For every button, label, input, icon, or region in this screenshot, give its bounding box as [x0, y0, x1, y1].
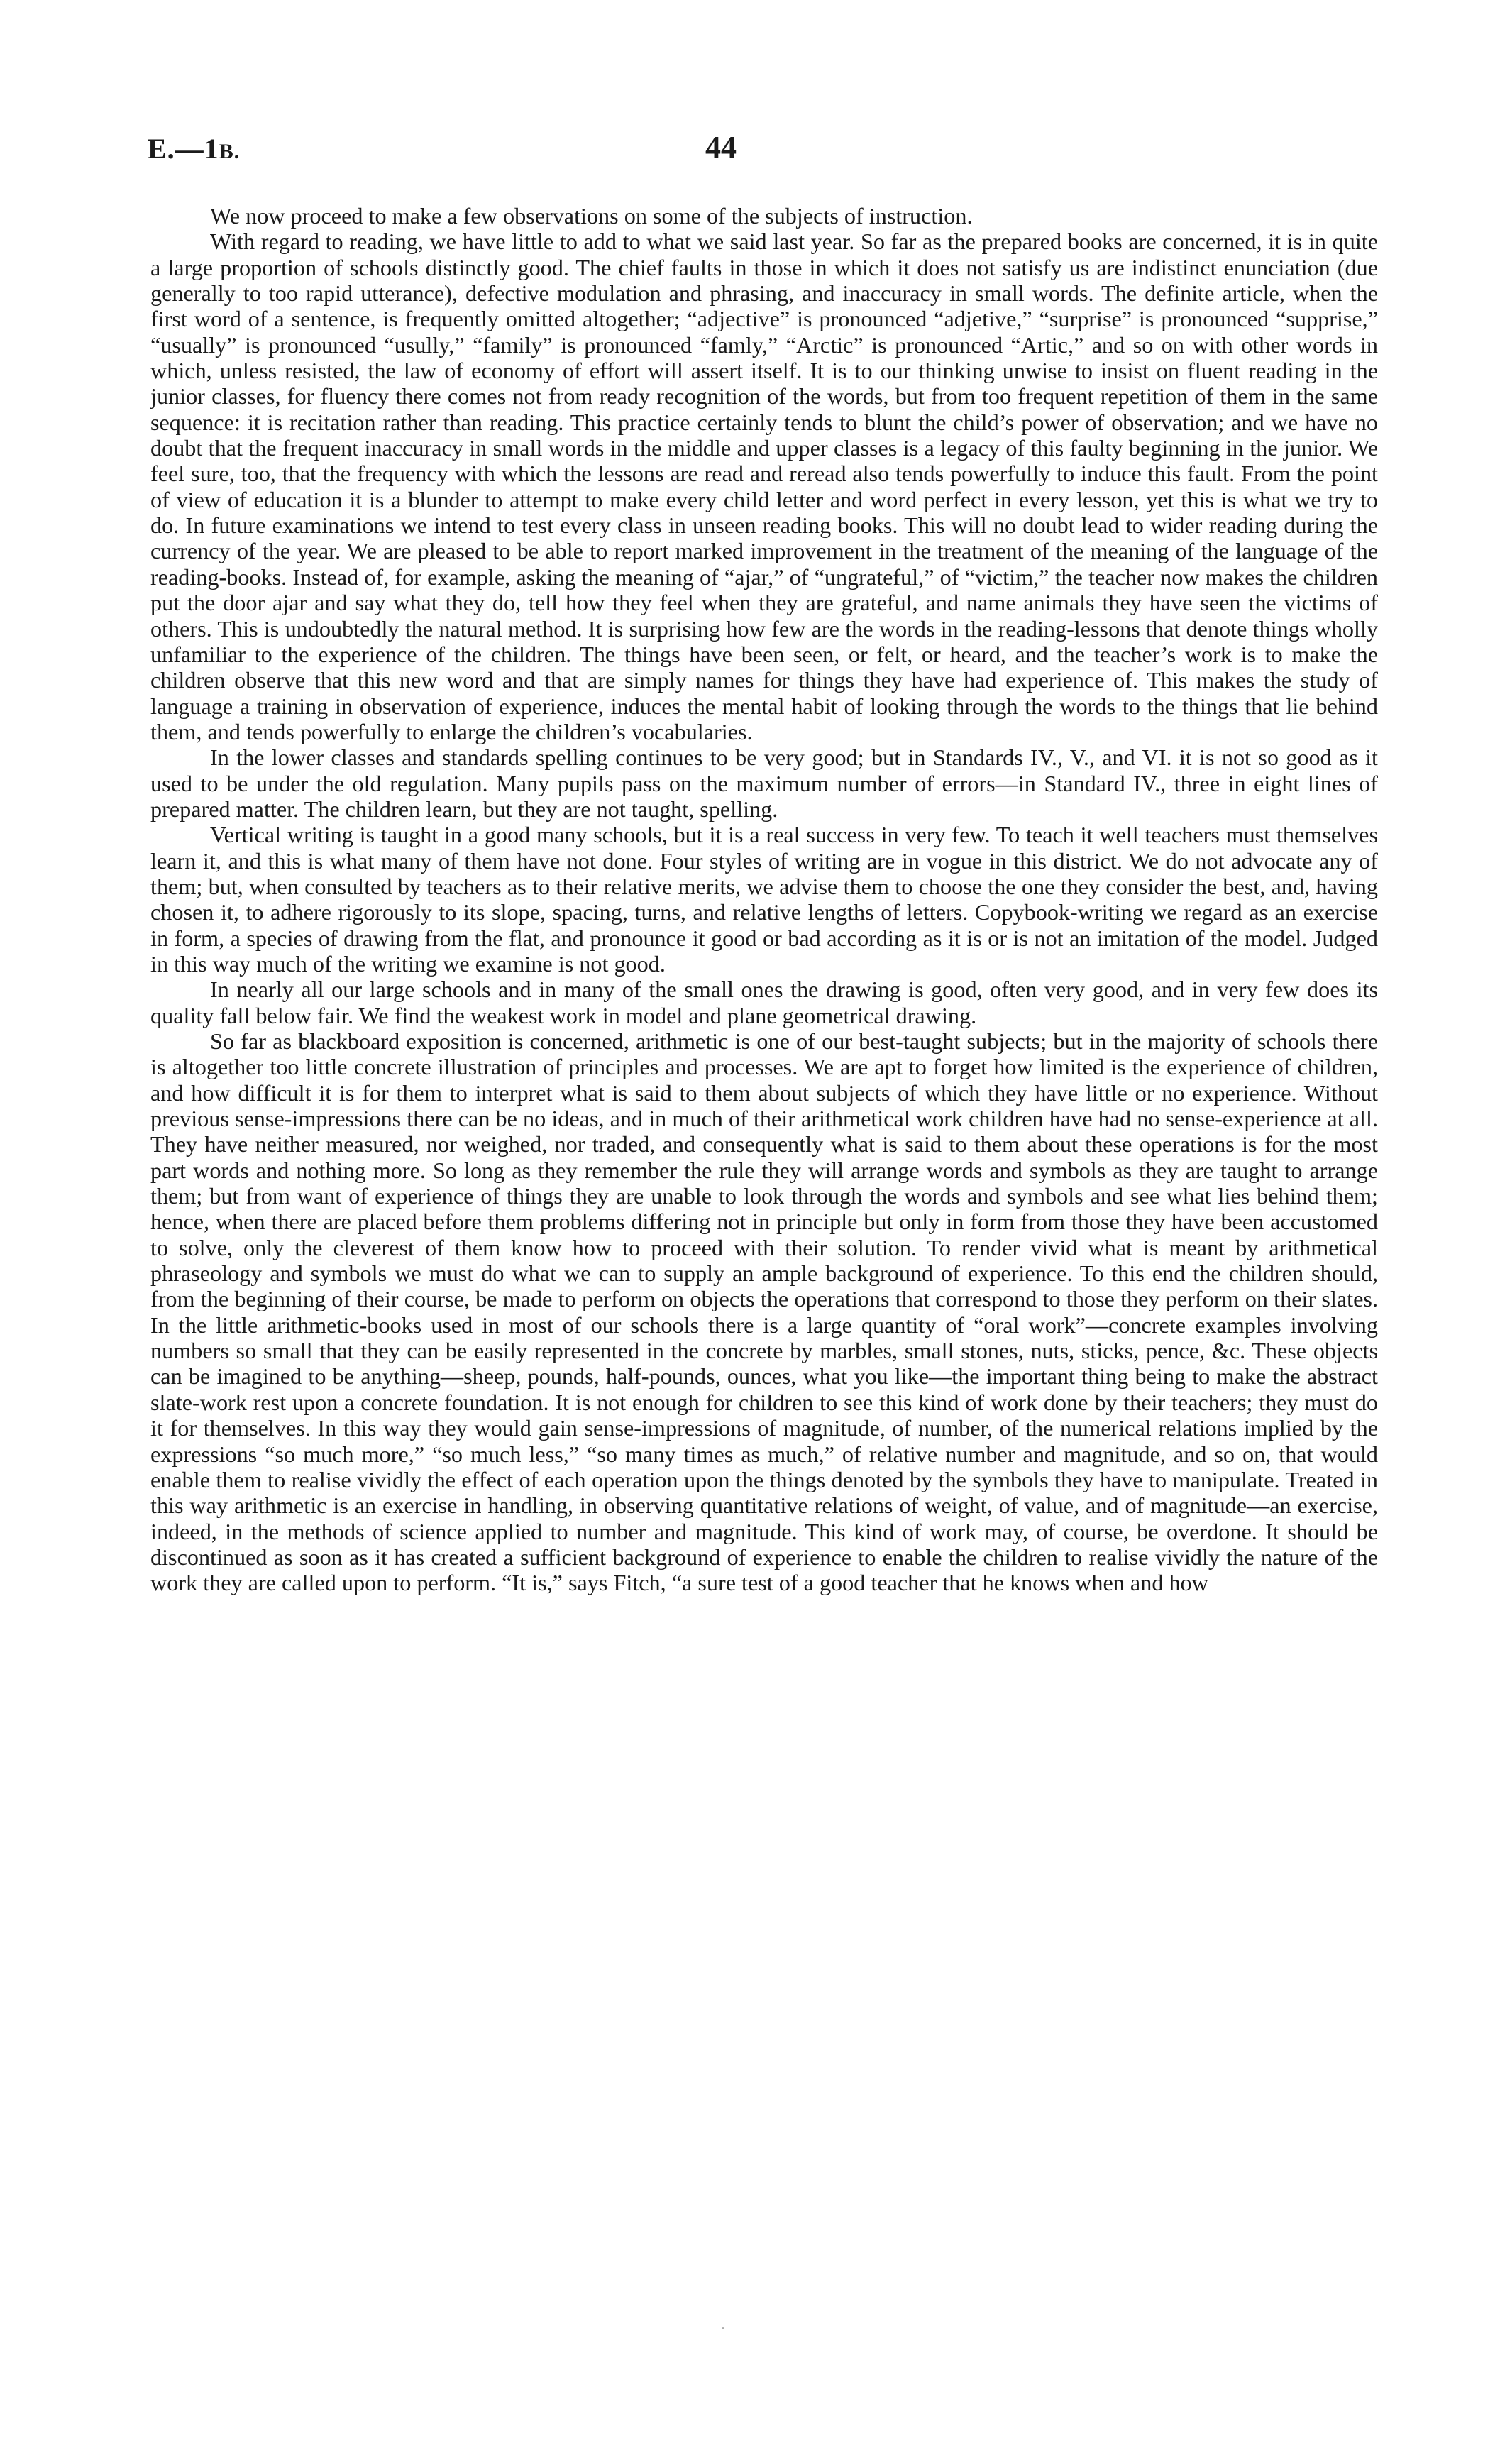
- reference-suffix: B.: [219, 140, 241, 163]
- paragraph-spelling: In the lower classes and standards spelling continues to be very good; but in Standards IV., V., and VI. it is not so good as it used to be under the old regulation. Many pupils pass on the maximum number of errors—in Standard IV., three in eight lines of prepared matter. The children learn, but they are not taught, spelling.: [150, 744, 1378, 822]
- paragraph-intro: We now proceed to make a few observations on some of the subjects of instruction.: [210, 203, 973, 229]
- reference-main: E.—1: [148, 133, 219, 165]
- page-number: 44: [705, 130, 737, 165]
- paragraph-drawing: In nearly all our large schools and in many of the small ones the drawing is good, often very good, and in very few does its quality fall below fair. We find the weakest work in model and plane geometrical drawing.: [150, 977, 1378, 1028]
- stray-mark: ˌ: [721, 2315, 725, 2329]
- paragraph-writing: Vertical writing is taught in a good many schools, but it is a real success in very few. To teach it well teachers must themselves learn it, and this is what many of them have not done. Four styles of writing are in vogue in this district. We do not advocate any of them; but, when consulted by teachers as to their relative merits, we advise them to choose the one they consider the best, and, having chosen it, to adhere rigorously to its slope, spacing, turns, and relative lengths of letters. Copybook-writing we regard as an exercise in form, a species of drawing from the flat, and pronounce it good or bad according as it is or is not an imitation of the model. Judged in this way much of the writing we examine is not good.: [150, 822, 1378, 977]
- page-header: [148, 132, 1379, 175]
- body-text: [150, 203, 1378, 1596]
- paragraph-reading: With regard to reading, we have little to add to what we said last year. So far as the prepared books are concerned, it is in quite a large proportion of schools distinctly good. The chief faults in those in which it does not satisfy us are indistinct enunciation (due generally to too rapid utterance), defective modulation and phrasing, and inaccuracy in small words. The definite article, when the first word of a sentence, is frequently omitted altogether; “adjective” is pronounced “adjetive,” “surprise” is pronounced “supprise,” “usually” is pronounced “usully,” “family” is pronounced “famly,” “Arctic” is pronounced “Artic,” and so on with other words in which, unless resisted, the law of economy of effort will assert itself. It is to our thinking unwise to insist on fluent reading in the junior classes, for fluency there comes not from ready recognition of the words, but from too frequent repetition of them in the same sequence: it is recitation rather than reading. This practice certainly tends to blunt the child’s power of observation; and we have no doubt that the frequent inaccuracy in small words in the middle and upper classes is a legacy of this faulty beginning in the junior. We feel sure, too, that the frequency with which the lessons are read and reread also tends powerfully to induce this fault. From the point of view of education it is a blunder to attempt to make every child letter and word perfect in every lesson, yet this is what we try to do. In future examinations we intend to test every class in unseen reading books. This will no doubt lead to wider reading during the currency of the year. We are pleased to be able to report marked improvement in the treatment of the meaning of the language of the reading-books. Instead of, for example, asking the meaning of “ajar,” of “ungrateful,” of “victim,” the teacher now makes the children put the door ajar and say what they do, tell how they feel when they are grateful, and name animals they have seen the victims of others. This is undoubtedly the natural method. It is surprising how few are the words in the reading-lessons that denote things wholly unfamiliar to the experience of the children. The things have been seen, or felt, or heard, and the teacher’s work is to make the children observe that this new word and that are simply names for things they have had experience of. This makes the study of language a training in observation of experience, induces the mental habit of looking through the words to the things that lie behind them, and tends powerfully to enlarge the children’s vocabularies.: [150, 229, 1378, 744]
- paragraph-arithmetic: So far as blackboard exposition is concerned, arithmetic is one of our best-taught subjects; but in the majority of schools there is altogether too little concrete illustration of principles and processes. We are apt to forget how limited is the experience of children, and how difficult it is for them to interpret what is said to them about subjects of which they have little or no experience. Without previous sense-impressions there can be no ideas, and in much of their arithmetical work children have had no sense-experience at all. They have neither measured, nor weighed, nor traded, and consequently what is said to them about these operations is for the most part words and nothing more. So long as they remember the rule they will arrange words and symbols as they are taught to arrange them; but from want of experience of things they are unable to look through the words and symbols and see what lies behind them; hence, when there are placed before them problems differing not in principle but only in form from those they have been accustomed to solve, only the cleverest of them know how to proceed with their solution. To render vivid what is meant by arithmetical phraseology and symbols we must do what we can to supply an ample background of experience. To this end the children should, from the beginning of their course, be made to perform on objects the operations that correspond to those they perform on their slates. In the little arithmetic-books used in most of our schools there is a large quantity of “oral work”—concrete examples involving numbers so small that they can be easily represented in the concrete by marbles, small stones, nuts, sticks, pence, &c. These objects can be imagined to be anything—sheep, pounds, half-pounds, ounces, what you like—the important thing being to make the abstract slate-work rest upon a concrete foundation. It is not enough for children to see this kind of work done by their teachers; they must do it for themselves. In this way they would gain sense-impressions of magnitude, of number, of the numerical relations implied by the expressions “so much more,” “so much less,” “so many times as much,” of relative number and magnitude, and so on, that would enable them to realise vividly the effect of each operation upon the things denoted by the symbols they have to manipulate. Treated in this way arithmetic is an exercise in handling, in observing quantitative relations of weight, of value, and of magnitude—an exercise, indeed, in the methods of science applied to number and magnitude. This kind of work may, of course, be overdone. It should be discontinued as soon as it has created a sufficient background of experience to enable the children to realise vividly the nature of the work they are called upon to perform. “It is,” says Fitch, “a sure test of a good teacher that he knows when and how: [150, 1028, 1378, 1596]
